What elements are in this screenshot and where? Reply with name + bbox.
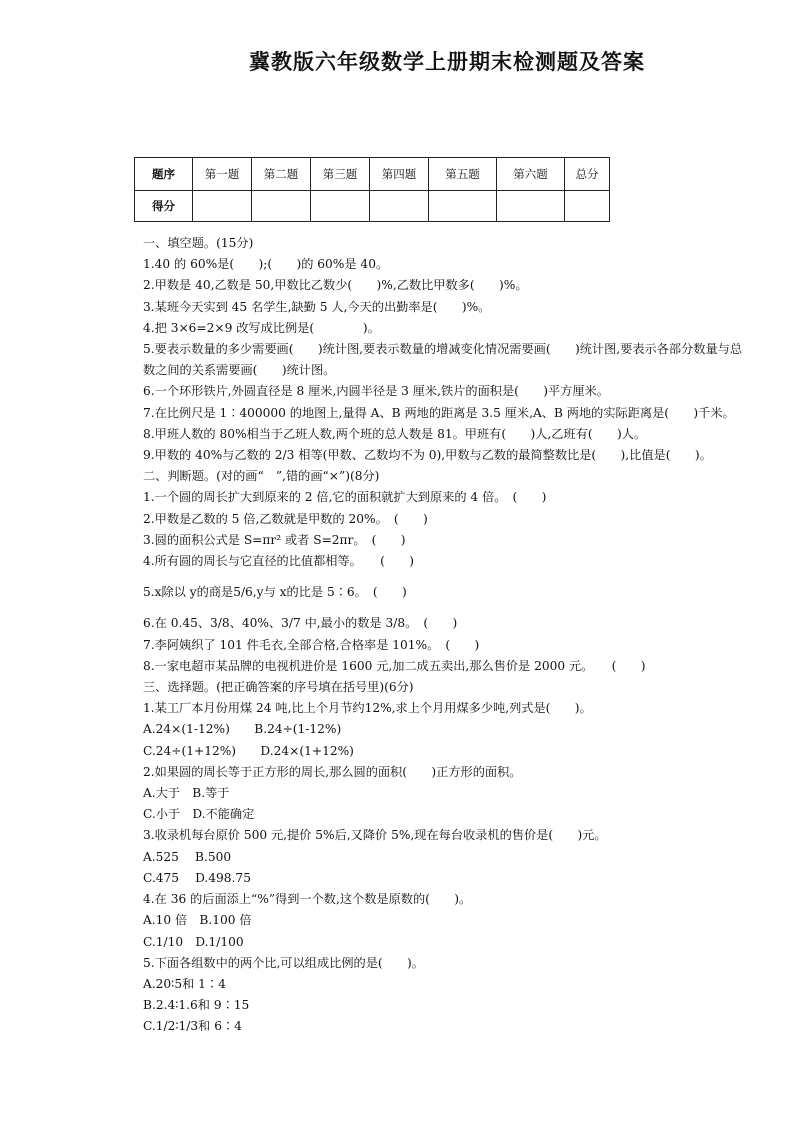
document-title: 冀教版六年级数学上册期末检测题及答案 <box>249 50 645 74</box>
option-line: C.小于 D.不能确定 <box>143 807 255 822</box>
option-line: A.525 B.500 <box>143 849 232 864</box>
score-header-cell: 第三题 <box>311 158 370 191</box>
score-header-cell: 题序 <box>135 158 193 191</box>
question-line: 4.把 3×6=2×9 改写成比例是( )。 <box>143 320 380 335</box>
score-cell[interactable] <box>193 191 252 222</box>
score-cell[interactable] <box>370 191 429 222</box>
question-line: 8.甲班人数的 80%相当于乙班人数,两个班的总人数是 81。甲班有( )人,乙班有( )人。 <box>143 426 647 441</box>
question-line: 3.某班今天实到 45 名学生,缺勤 5 人,今天的出勤率是( )%。 <box>143 299 491 314</box>
score-row-label: 得分 <box>135 191 193 222</box>
score-header-cell: 总分 <box>565 158 610 191</box>
option-line: A.10 倍 B.100 倍 <box>143 913 252 928</box>
section-heading: 二、判断题。(对的画“ ”,错的画“×”)(8分) <box>143 469 380 484</box>
question-line: 5.要表示数量的多少需要画( )统计图,要表示数量的增减变化情况需要画( )统计图,要表示各部分数量与总数之间的关系需要画( )统计图。 <box>143 342 743 378</box>
question-line: 4.所有圆的周长与它直径的比值都相等。 ( ) <box>143 554 414 569</box>
question-line: 2.如果圆的周长等于正方形的周长,那么圆的面积( )正方形的面积。 <box>143 764 522 779</box>
option-line: C.475 D.498.75 <box>143 870 251 885</box>
question-content <box>143 233 753 1038</box>
score-header-cell: 第五题 <box>429 158 497 191</box>
score-cell[interactable] <box>497 191 565 222</box>
score-table-score-row <box>135 191 610 222</box>
question-line: 7.在比例尺是 1∶400000 的地图上,量得 A、B 两地的距离是 3.5 厘米,A、B 两地的实际距离是( )千米。 <box>143 405 735 420</box>
question-line: 6.一个环形铁片,外圆直径是 8 厘米,内圆半径是 3 厘米,铁片的面积是( )平方厘米。 <box>143 384 609 399</box>
question-line: 1.一个圆的周长扩大到原来的 2 倍,它的面积就扩大到原来的 4 倍。 ( ) <box>143 490 547 505</box>
option-line: A.大于 B.等于 <box>143 786 230 801</box>
score-cell[interactable] <box>311 191 370 222</box>
section-heading: 一、填空题。(15分) <box>143 236 254 250</box>
score-cell[interactable] <box>429 191 497 222</box>
score-header-cell: 第二题 <box>252 158 311 191</box>
score-header-cell: 第一题 <box>193 158 252 191</box>
question-line: 1.40 的 60%是( );( )的 60%是 40。 <box>143 257 389 272</box>
question-line: 5.下面各组数中的两个比,可以组成比例的是( )。 <box>143 955 424 970</box>
question-line: 2.甲数是乙数的 5 倍,乙数就是甲数的 20%。 ( ) <box>143 511 428 526</box>
question-line: 4.在 36 的后面添上“%”得到一个数,这个数是原数的( )。 <box>143 892 472 907</box>
option-line: C.24÷(1+12%) D.24×(1+12%) <box>143 743 354 758</box>
question-line: 3.圆的面积公式是 S=πr² 或者 S=2πr。 ( ) <box>143 532 406 547</box>
question-line: 8.一家电超市某品牌的电视机进价是 1600 元,加二成五卖出,那么售价是 2000 元。 ( ) <box>143 658 646 673</box>
score-header-cell: 第六题 <box>497 158 565 191</box>
question-line: 9.甲数的 40%与乙数的 2/3 相等(甲数、乙数均不为 0),甲数与乙数的最简整数比是( ),比值是( )。 <box>143 448 712 463</box>
score-header-cell: 第四题 <box>370 158 429 191</box>
option-line: C.1/10 D.1/100 <box>143 934 244 949</box>
option-line: B.2.4∶1.6和 9∶15 <box>143 998 250 1013</box>
section-heading: 三、选择题。(把正确答案的序号填在括号里)(6分) <box>143 680 414 695</box>
question-line: 6.在 0.45、3/8、40%、3/7 中,最小的数是 3/8。 ( ) <box>143 616 458 631</box>
spacer <box>143 603 753 613</box>
option-line: C.1/2∶1/3和 6∶4 <box>143 1019 242 1034</box>
question-line: 3.收录机每台原价 500 元,提价 5%后,又降价 5%,现在每台收录机的售价是( )元。 <box>143 828 607 843</box>
question-line: 2.甲数是 40,乙数是 50,甲数比乙数少( )%,乙数比甲数多( )%。 <box>143 278 528 293</box>
score-cell[interactable] <box>252 191 311 222</box>
option-line: A.24×(1-12%) B.24÷(1-12%) <box>143 722 342 737</box>
option-line: A.20∶5和 1∶4 <box>143 976 226 991</box>
score-cell[interactable] <box>565 191 610 222</box>
question-line: 5.x除以 y的商是5/6,y与 x的比是 5∶6。 ( ) <box>143 585 407 600</box>
score-table-header-row <box>135 158 610 191</box>
score-table <box>134 157 610 222</box>
question-line: 7.李阿姨织了 101 件毛衣,全部合格,合格率是 101%。 ( ) <box>143 637 480 652</box>
question-line: 1.某工厂本月份用煤 24 吨,比上个月节约12%,求上个月用煤多少吨,列式是( )。 <box>143 701 592 716</box>
spacer <box>143 572 753 582</box>
